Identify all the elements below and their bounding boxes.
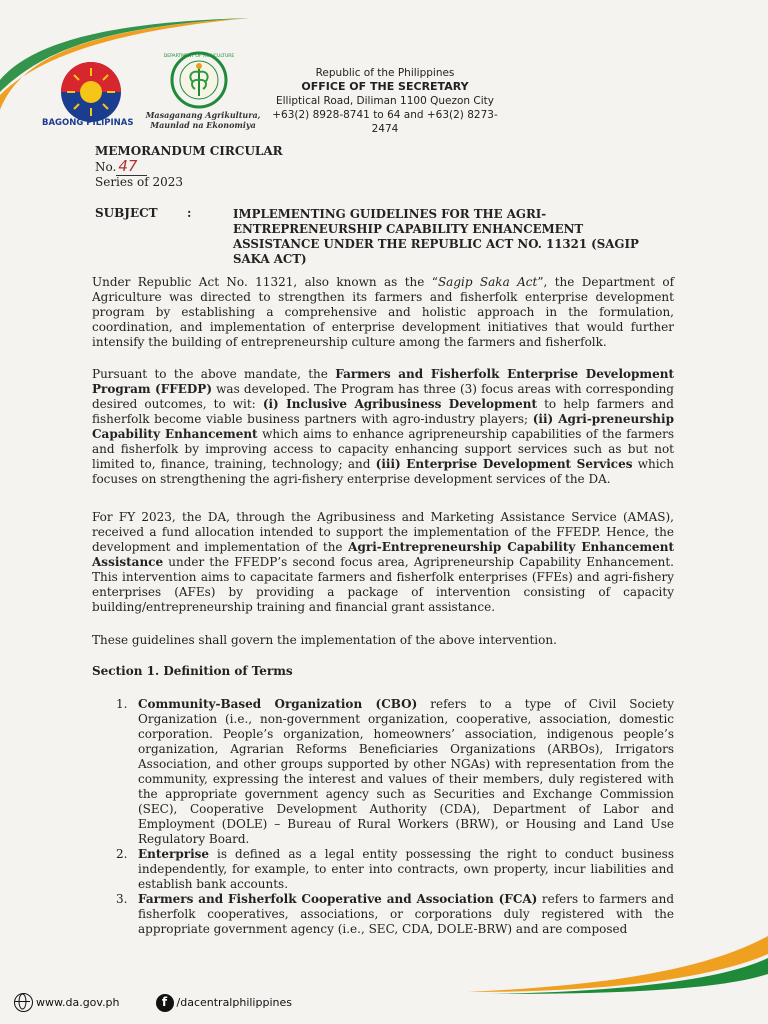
item-term: Farmers and Fisherfolk Cooperative and Association (FCA) (138, 892, 538, 906)
da-tagline-line2: Maunlad na Ekonomiya (150, 120, 256, 130)
paragraph-4: These guidelines shall govern the implementation of the above intervention. (92, 633, 557, 647)
item-definition: refers to farmers and fisherfolk cooperatives, associations, or corporations duly registered with the appropriate government agency (i.e., SEC, CDA, DOLE-BRW) and are composed (138, 892, 675, 936)
paragraph-3 (92, 510, 674, 615)
p3-text-c: under the FFEDP’s second focus area, Agripreneurship Capability Enhancement. This intervention aims to capacitate farmers and fisherfolk enterprises (FFEs) and agri-fishery enterprises (AFEs) by providing a package of intervention consisting of capacity building/entrepreneurship training and financial grant assistance. (92, 555, 674, 614)
memo-title: MEMORANDUM CIRCULAR (95, 144, 283, 158)
paragraph-1 (92, 275, 674, 350)
office-line: OFFICE OF THE SECRETARY (301, 80, 469, 93)
p2-focus-1: (i) Inclusive Agribusiness Development (262, 397, 537, 411)
p2-focus-2: (ii) Agri-preneurship Capability Enhancement (92, 412, 674, 441)
p2-ffedp: Farmers and Fisherfolk Enterprise Development Program (FFEDP) (92, 367, 674, 396)
item-number: 2. (116, 847, 128, 861)
da-tagline-line1: Masaganang Agrikultura, (145, 110, 261, 120)
phone-line: +63(2) 8928-8741 to 64 and +63(2) 8273-2474 (272, 109, 498, 135)
p2-text-a: Pursuant to the above mandate, the (92, 367, 336, 381)
list-item (116, 847, 674, 892)
facebook-icon: f (156, 994, 174, 1012)
subject-colon: : (187, 206, 192, 220)
item-definition: refers to a type of Civil Society Organization (i.e., non-government organization, cooperative, association, domestic corporation. People’s organization, homeowners’ association, indigenous people’s organization, Agrarian Reforms Beneficiaries Organizations (ARBOs), Irrigators Association, and other groups supported by other NGAs) with representation from the community, expressing the interest and values of their members, duly registered with the appropriate government agency such as Securities and Exchange Commission (SEC), Cooperative Development Authority (CDA), Department of Labor and Employment (DOLE) – Bureau of Rural Workers (BRW), or Housing and Land Use Regulatory Board. (138, 697, 674, 846)
p3-text-a: For FY 2023, the DA, through the Agribusiness and Marketing Assistance Service (AMAS), received a fund allocation intended to support the implementation of the FFEDP. Hence, the development and implementation of the (92, 510, 674, 554)
p2-text-e: to help farmers and fisherfolk become viable business partners with agro-industry players; (92, 397, 674, 426)
republic-line: Republic of the Philippines (315, 67, 455, 79)
item-number: 3. (116, 892, 128, 906)
footer (14, 993, 292, 1012)
memo-heading (95, 144, 283, 190)
p1-act-name: Sagip Saka Act (437, 275, 538, 289)
subject-text: IMPLEMENTING GUIDELINES FOR THE AGRI-ENTREPRENEURSHIP CAPABILITY ENHANCEMENT ASSISTANCE UNDER THE REPUBLIC ACT NO. 11321 (SAGIP SAKA ACT) (233, 207, 639, 266)
facebook-link[interactable]: /dacentralphilippines (176, 996, 292, 1009)
globe-icon (14, 993, 33, 1012)
website-link[interactable]: www.da.gov.ph (36, 996, 120, 1009)
p2-text-i: which focuses on strengthening the agri-fishery enterprise development services of the DA. (92, 457, 675, 486)
p3-assistance: Agri-Entrepreneurship Capability Enhancement Assistance (92, 540, 675, 569)
bagong-pilipinas-label: BAGONG PILIPINAS (42, 118, 134, 128)
item-definition: is defined as a legal entity possessing the right to conduct business independently, for example, to enter into contracts, own property, incur liabilities and establish bank accounts. (138, 847, 674, 891)
da-tagline (140, 110, 266, 130)
footer-swoosh-decoration (468, 934, 768, 994)
svg-text:DEPARTMENT OF AGRICULTURE: DEPARTMENT OF AGRICULTURE (163, 54, 235, 59)
list-item (116, 697, 674, 847)
subject-label: SUBJECT (95, 206, 158, 220)
section-1-heading: Section 1. Definition of Terms (92, 664, 293, 678)
list-item (116, 892, 674, 937)
p2-text-g: which aims to enhance agripreneurship capabilities of the farmers and fisherfolk by improving access to capacity enhancing support services such as but not limited to, finance, training, technology; and (92, 427, 674, 471)
p1-text-a: Under Republic Act No. 11321, also known as the “ (92, 275, 438, 289)
definitions-list (116, 697, 674, 937)
p1-text-c: ”, the Department of Agriculture was directed to strengthen its farmers and fisherfolk enterprise development program by establishing a comprehensive and holistic approach in the formulation, coordination, and implementation of enterprise development initiatives that would further intensify the building of entrepreneurship culture among the farmers and fisherfolk. (92, 275, 675, 349)
memo-series: Series of 2023 (95, 175, 183, 189)
item-term: Enterprise (138, 847, 210, 861)
p2-text-c: was developed. The Program has three (3) focus areas with corresponding desired outcomes, to wit: (92, 382, 674, 411)
address-line: Elliptical Road, Diliman 1100 Quezon City (275, 95, 494, 107)
letterhead (270, 66, 500, 136)
memo-number-label: No. (95, 160, 117, 174)
paragraph-2 (92, 367, 674, 487)
item-term: Community-Based Organization (CBO) (138, 697, 418, 711)
p2-focus-3: (iii) Enterprise Development Services (375, 457, 633, 471)
department-of-agriculture-seal (160, 50, 238, 112)
memo-number-handwritten: 47 (116, 157, 147, 176)
item-number: 1. (116, 697, 128, 711)
memo-number (95, 159, 283, 175)
